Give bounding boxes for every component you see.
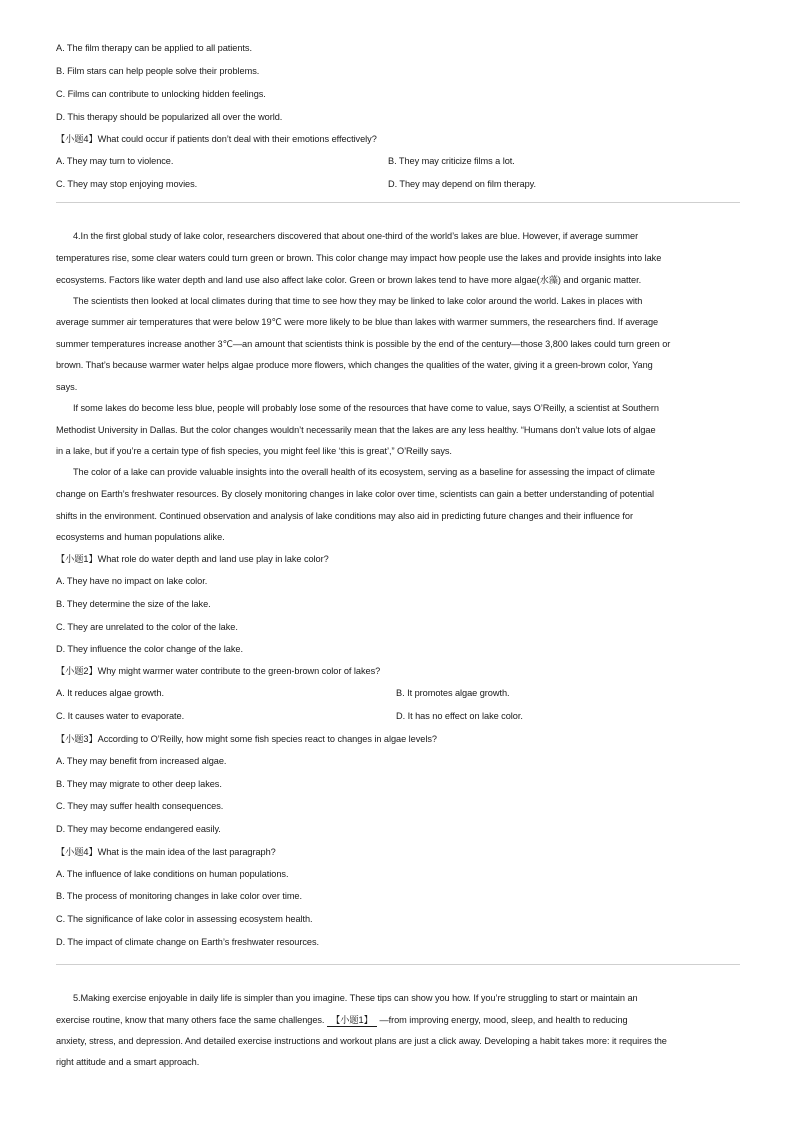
s3-q4-option-c: C. They may stop enjoying movies.	[56, 179, 198, 189]
s4-q3-option-d: D. They may become endangered easily.	[56, 824, 221, 834]
s4-q4-option-c: C. The significance of lake color in assessing ecosystem health.	[56, 914, 313, 924]
s4-passage-line: The color of a lake can provide valuable insights into the overall health of its ecosystem, serving as a baseline for assessing the impact of climate	[73, 467, 655, 477]
s5-passage-line: right attitude and a smart approach.	[56, 1057, 200, 1067]
s4-q3-stem: 【小题3】According to O’Reilly, how might some fish species react to changes in algae levels?	[56, 734, 437, 744]
s5-answer-blank[interactable]: 【小题1】	[327, 1015, 377, 1027]
s5-passage-line	[56, 1014, 628, 1027]
s4-q4-option-a: A. The influence of lake conditions on human populations.	[56, 869, 289, 879]
s4-passage-line: brown. That’s because warmer water helps algae produce more flowers, which changes the qualities of the water, giving it a green-brown color, Yang	[56, 360, 653, 370]
s4-passage-line: temperatures rise, some clear waters could turn green or brown. This color change may impact how people use the lakes and provide insights into lake	[56, 253, 662, 263]
s4-passage-line: 4.In the first global study of lake color, researchers discovered that about one-third of the world’s lakes are blue. However, if average summer	[73, 231, 639, 241]
s4-passage-line: summer temperatures increase another 3℃—an amount that scientists think is possible by the end of the century—those 3,800 lakes could turn green or	[56, 339, 671, 349]
s4-q2-option-a: A. It reduces algae growth.	[56, 688, 164, 698]
s4-passage-line: Methodist University in Dallas. But the color changes wouldn’t necessarily mean that the lakes are any less healthy. “Humans don’t value lots of algae	[56, 425, 656, 435]
s4-q4-option-b: B. The process of monitoring changes in lake color over time.	[56, 891, 302, 901]
s3-q4-option-b: B. They may criticize films a lot.	[388, 156, 515, 166]
s3-q3-option-d: D. This therapy should be popularized all over the world.	[56, 112, 283, 122]
s4-q2-option-b: B. It promotes algae growth.	[396, 688, 510, 698]
s3-q3-option-b: B. Film stars can help people solve their problems.	[56, 66, 260, 76]
s3-q4-stem: 【小题4】What could occur if patients don’t deal with their emotions effectively?	[56, 134, 377, 144]
s4-passage-line: The scientists then looked at local climates during that time to see how they may be linked to lake color around the world. Lakes in places with	[73, 296, 643, 306]
s4-q1-option-a: A. They have no impact on lake color.	[56, 576, 208, 586]
s5-text-after-blank: —from improving energy, mood, sleep, and health to reducing	[379, 1015, 628, 1025]
s4-passage-line: change on Earth’s freshwater resources. By closely monitoring changes in lake color over time, scientists can gain a better understanding of potential	[56, 489, 655, 499]
s4-passage-line: ecosystems and human populations alike.	[56, 532, 225, 542]
s4-q1-option-b: B. They determine the size of the lake.	[56, 599, 211, 609]
s5-passage-line: anxiety, stress, and depression. And detailed exercise instructions and workout plans are just a click away. Developing a habit takes more: it requires the	[56, 1036, 667, 1046]
s3-q3-option-c: C. Films can contribute to unlocking hidden feelings.	[56, 89, 266, 99]
s4-q2-option-d: D. It has no effect on lake color.	[396, 711, 523, 721]
s4-q2-option-c: C. It causes water to evaporate.	[56, 711, 185, 721]
s4-q2-stem: 【小题2】Why might warmer water contribute to the green-brown color of lakes?	[56, 666, 381, 676]
s4-q4-stem: 【小题4】What is the main idea of the last paragraph?	[56, 847, 276, 857]
s3-q4-option-a: A. They may turn to violence.	[56, 156, 174, 166]
section-divider	[56, 964, 740, 965]
s4-passage-line: If some lakes do become less blue, people will probably lose some of the resources that have come to value, says O’Reilly, a scientist at Southern	[73, 403, 659, 413]
s4-q1-option-d: D. They influence the color change of the lake.	[56, 644, 243, 654]
s4-q3-option-a: A. They may benefit from increased algae.	[56, 756, 227, 766]
s4-q3-option-c: C. They may suffer health consequences.	[56, 801, 224, 811]
s4-passage-line: average summer air temperatures that were below 19℃ were more likely to be blue than lakes with warmer summers, the researchers find. If average	[56, 317, 659, 327]
s3-q4-option-d: D. They may depend on film therapy.	[388, 179, 537, 189]
s3-q3-option-a: A. The film therapy can be applied to all patients.	[56, 43, 252, 53]
s4-passage-line: ecosystems. Factors like water depth and land use also affect lake color. Green or brown lakes tend to have more algae(水藻) and organic matter.	[56, 275, 642, 285]
s5-passage-line: 5.Making exercise enjoyable in daily life is simpler than you imagine. These tips can show you how. If you’re struggling to start or maintain an	[73, 993, 638, 1003]
s4-q3-option-b: B. They may migrate to other deep lakes.	[56, 779, 222, 789]
s4-q4-option-d: D. The impact of climate change on Earth’s freshwater resources.	[56, 937, 320, 947]
section-divider	[56, 202, 740, 203]
s5-text-before-blank: exercise routine, know that many others face the same challenges.	[56, 1015, 325, 1025]
s4-passage-line: shifts in the environment. Continued observation and analysis of lake conditions may also aid in predicting future changes and their influence for	[56, 511, 633, 521]
s4-q1-option-c: C. They are unrelated to the color of the lake.	[56, 622, 238, 632]
s4-q1-stem: 【小题1】What role do water depth and land use play in lake color?	[56, 554, 329, 564]
s4-passage-line: says.	[56, 382, 78, 392]
s4-passage-line: in a lake, but if you’re a certain type of fish species, you might feel like ‘this is great’,” O’Reilly says.	[56, 446, 452, 456]
